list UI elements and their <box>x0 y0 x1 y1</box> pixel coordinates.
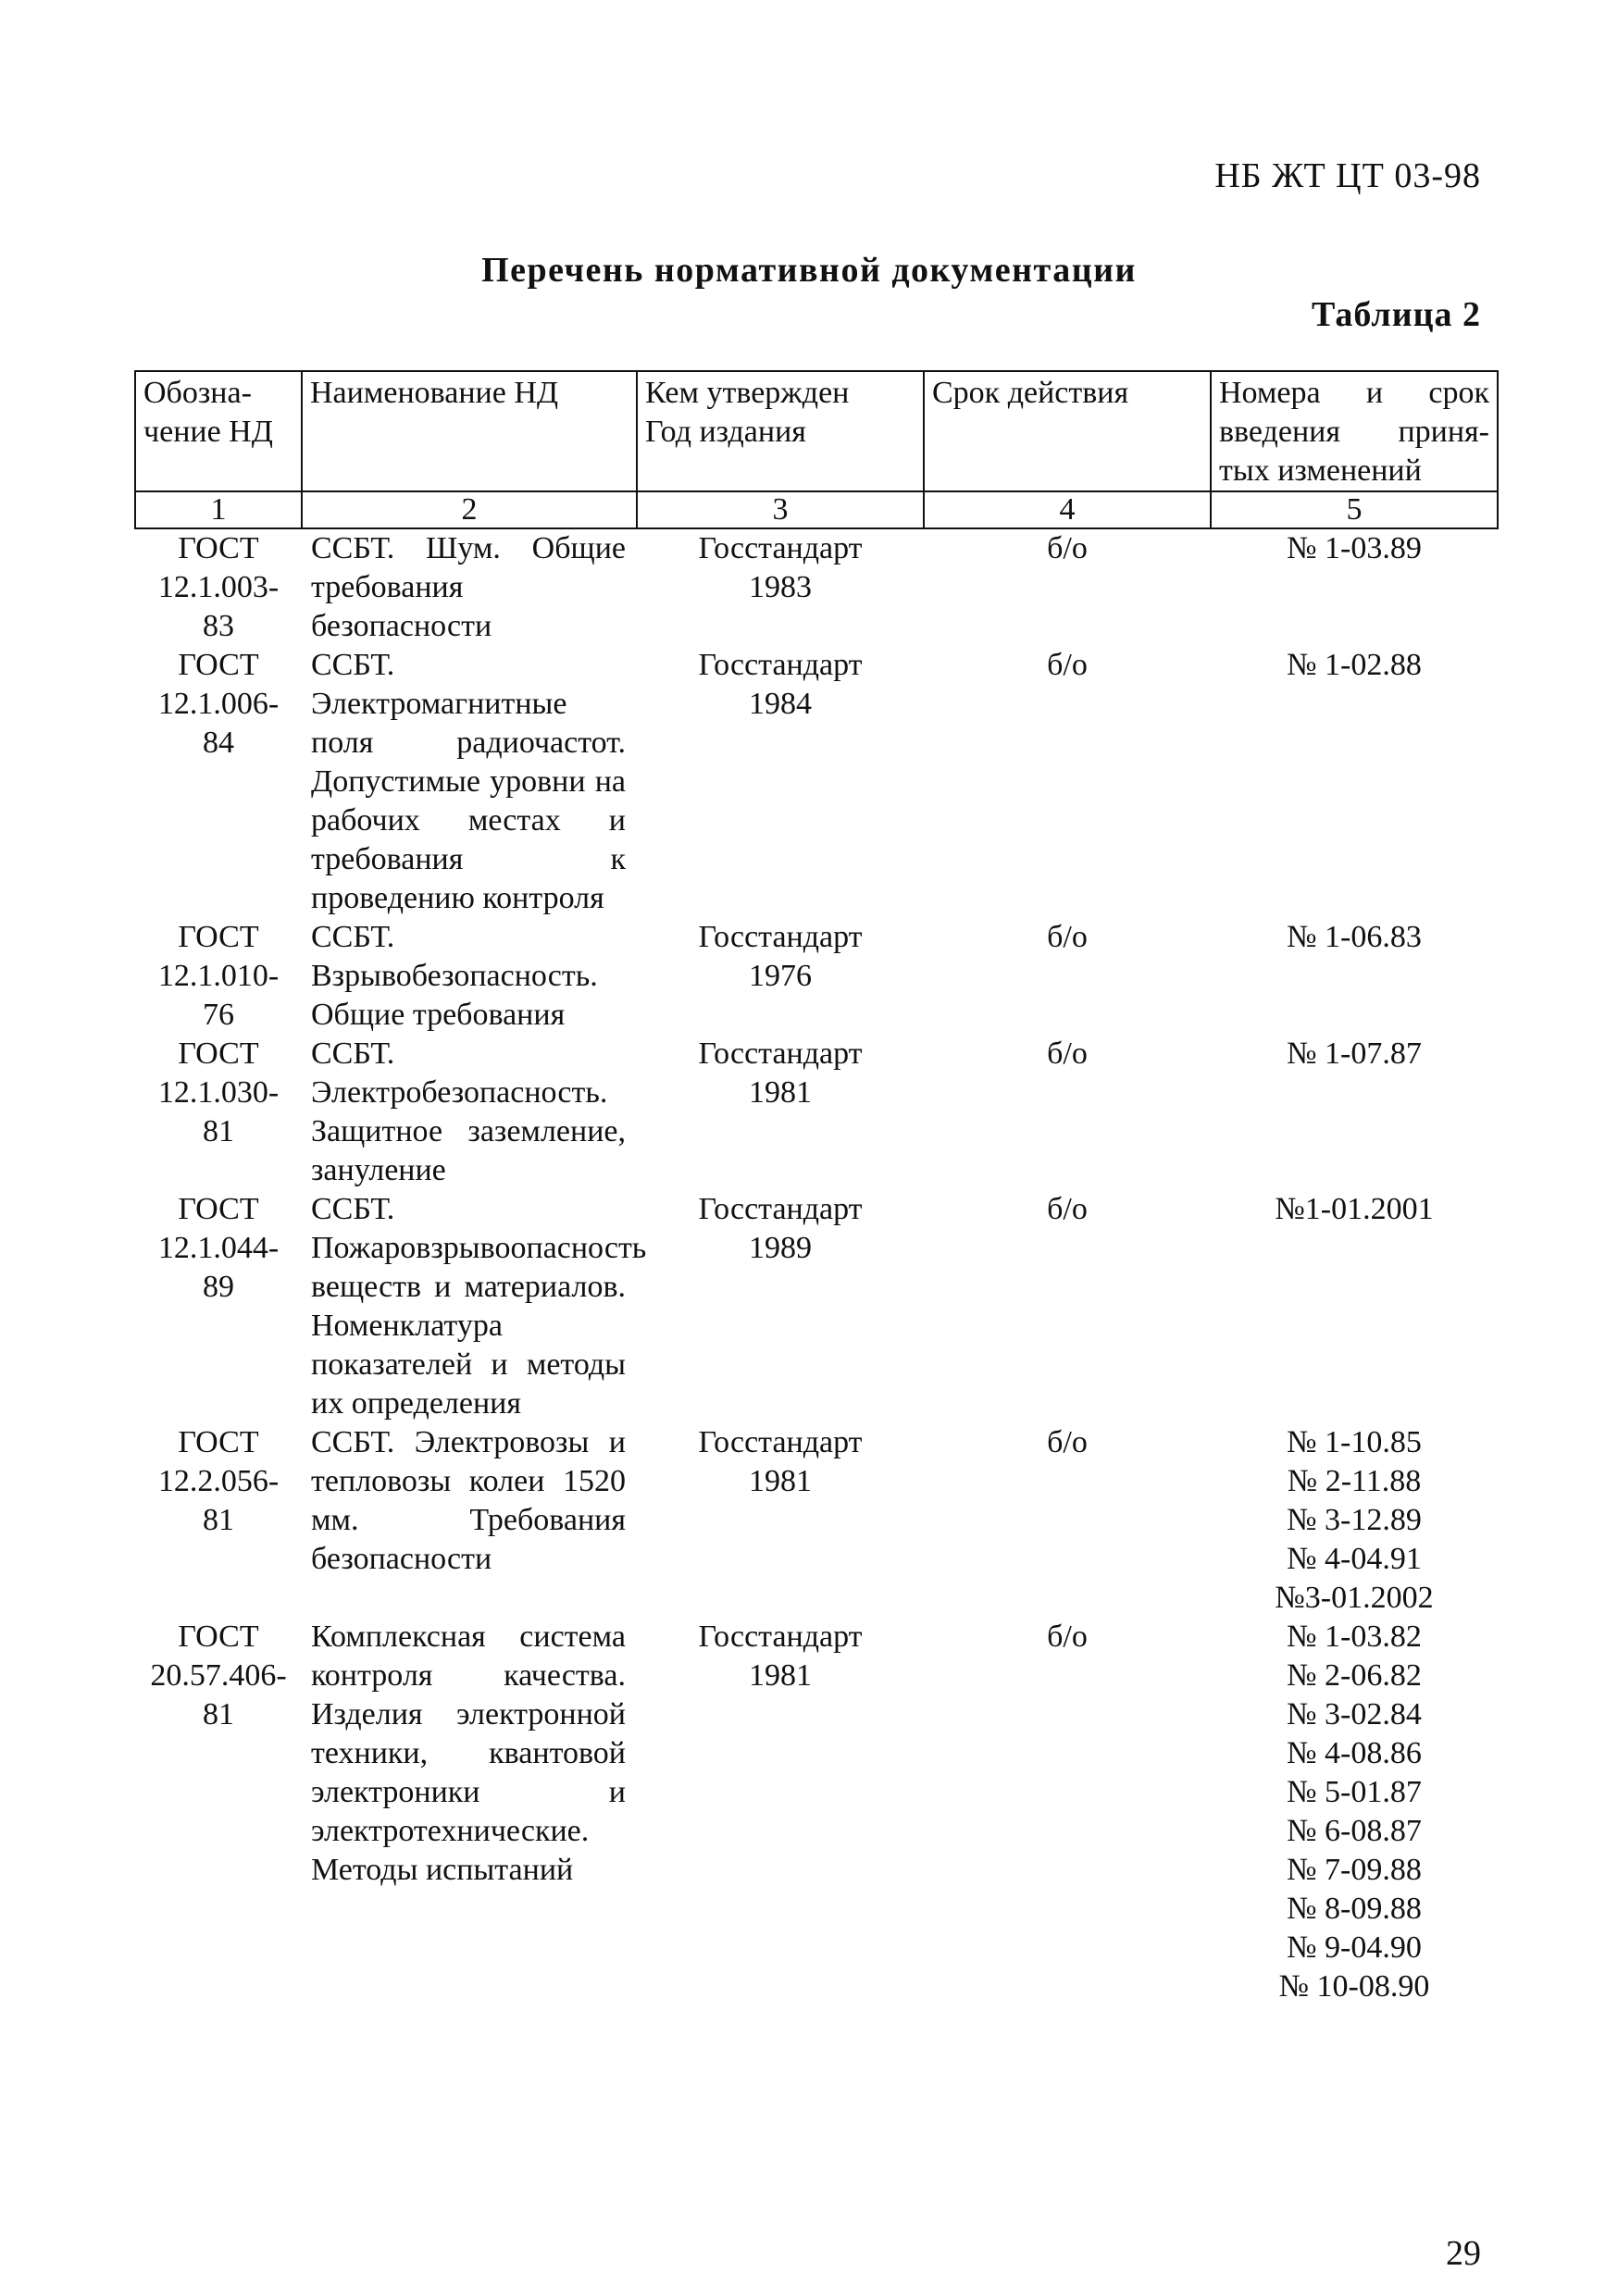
page-number: 29 <box>1446 2234 1481 2273</box>
cell-name: ССБТ. Электробезопасность. Защитное заземление, зануление <box>311 1036 626 1187</box>
cell-approved: Госстандарт 1976 <box>698 920 863 993</box>
header-name: Наименование НД <box>302 371 637 491</box>
cell-changes: № 1-06.83 <box>1287 920 1422 954</box>
cell-approved: Госстандарт 1983 <box>698 531 863 604</box>
header-designation: Обозна- чение НД <box>135 371 302 491</box>
cell-name: ССБТ. Электровозы и тепловозы колеи 1520 мм. Требования безопасности <box>311 1425 626 1576</box>
column-number: 1 <box>135 491 302 528</box>
cell-changes: № 1-03.89 <box>1287 531 1422 565</box>
cell-approved: Госстандарт 1989 <box>698 1192 863 1265</box>
table-label: Таблица 2 <box>1311 295 1481 334</box>
cell-name: ССБТ. Шум. Общие требования безопасности <box>311 531 626 643</box>
cell-designation: ГОСТ 12.1.044- 89 <box>157 1192 280 1304</box>
header-approved: Кем утвержден Год издания <box>637 371 924 491</box>
cell-approved: Госстандарт 1981 <box>698 1620 863 1693</box>
table-row <box>135 1618 1498 2006</box>
cell-designation: ГОСТ 12.1.003- 83 <box>157 531 280 643</box>
cell-name: ССБТ. Электромагнитные поля радиочастот. Допустимые уровни на рабочих местах и требования к проведению контроля <box>311 648 626 915</box>
page-title: Перечень нормативной документации <box>481 251 1137 290</box>
table-row <box>135 1035 1498 1190</box>
cell-term: б/о <box>1047 648 1088 682</box>
cell-designation: ГОСТ 12.1.006- 84 <box>157 648 280 760</box>
cell-term: б/о <box>1047 1425 1088 1459</box>
column-number: 4 <box>924 491 1211 528</box>
cell-name: Комплексная система контроля качества. Изделия электронной техники, квантовой электроники и электротехнические. Методы испытаний <box>311 1620 626 1887</box>
cell-changes: №1-01.2001 <box>1275 1192 1434 1226</box>
cell-term: б/о <box>1047 1192 1088 1226</box>
cell-changes: № 1-07.87 <box>1287 1036 1422 1071</box>
cell-designation: ГОСТ 20.57.406- 81 <box>150 1620 287 1731</box>
cell-term: б/о <box>1047 920 1088 954</box>
normative-docs-table <box>134 370 1499 2006</box>
table-row <box>135 1190 1498 1423</box>
column-number-row <box>135 491 1498 528</box>
cell-approved: Госстандарт 1981 <box>698 1036 863 1110</box>
cell-changes: № 1-02.88 <box>1287 648 1422 682</box>
cell-term: б/о <box>1047 1036 1088 1071</box>
cell-name: ССБТ. Взрывобезопасность. Общие требования <box>311 920 598 1032</box>
cell-term: б/о <box>1047 1620 1088 1654</box>
cell-changes: № 1-03.82 № 2-06.82 № 3-02.84 № 4-08.86 № 5-01.87 № 6-08.87 № 7-09.88 № 8-09.88 № 9-04.90 № 10-08.90 <box>1278 1620 1430 2004</box>
table-row <box>135 918 1498 1035</box>
cell-approved: Госстандарт 1981 <box>698 1425 863 1498</box>
table-row <box>135 528 1498 646</box>
column-number: 3 <box>637 491 924 528</box>
cell-designation: ГОСТ 12.2.056- 81 <box>157 1425 280 1537</box>
header-term: Срок действия <box>924 371 1211 491</box>
table-header-row <box>135 371 1498 491</box>
table-row <box>135 646 1498 918</box>
cell-term: б/о <box>1047 531 1088 565</box>
cell-name: ССБТ. Пожаровзрывоопасность веществ и материалов. Номенклатура показателей и методы их определения <box>311 1192 647 1421</box>
cell-designation: ГОСТ 12.1.030- 81 <box>157 1036 280 1148</box>
column-number: 2 <box>302 491 637 528</box>
table-row <box>135 1423 1498 1618</box>
header-changes: Номера и срок введения приня- тых изменений <box>1211 371 1498 491</box>
document-code: НБ ЖТ ЦТ 03-98 <box>1214 156 1481 195</box>
column-number: 5 <box>1211 491 1498 528</box>
cell-designation: ГОСТ 12.1.010- 76 <box>157 920 280 1032</box>
cell-approved: Госстандарт 1984 <box>698 648 863 721</box>
cell-changes: № 1-10.85 № 2-11.88 № 3-12.89 № 4-04.91 №3-01.2002 <box>1275 1425 1434 1615</box>
